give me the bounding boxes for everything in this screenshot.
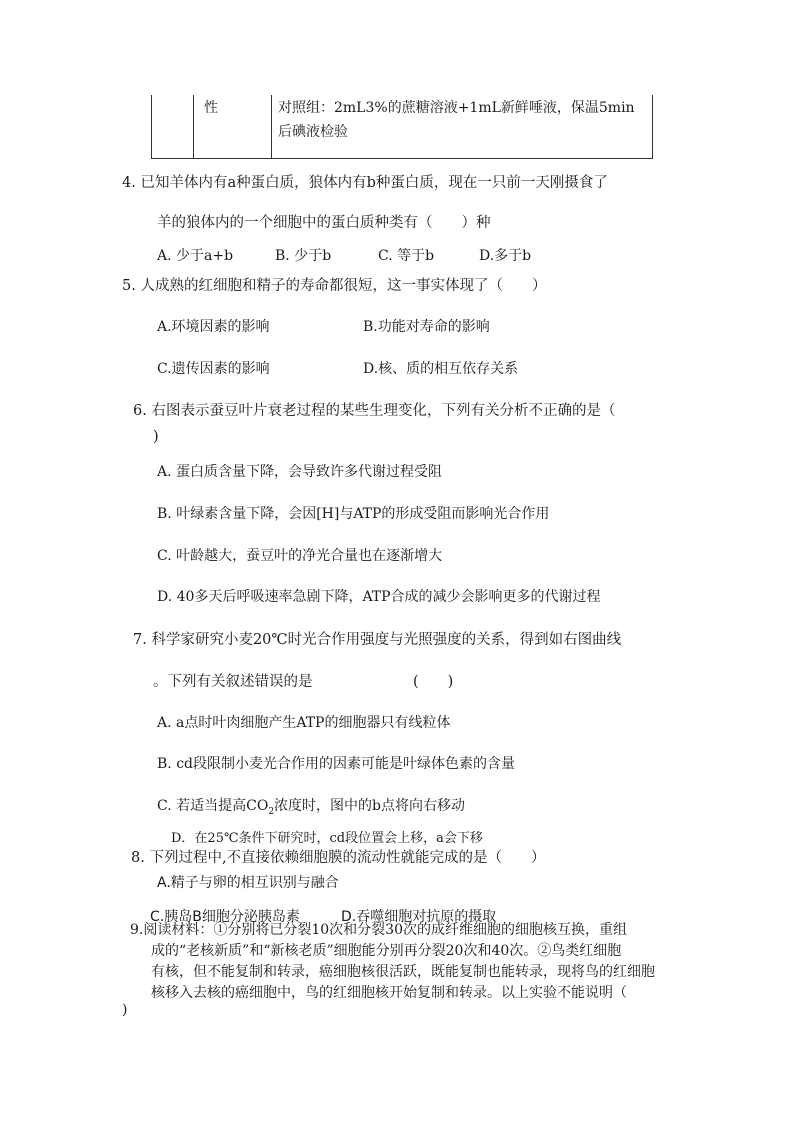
q6-stem-line1: 6. 右图表示蚕豆叶片衰老过程的某些生理变化，下列有关分析不正确的是（ [133, 403, 616, 419]
q6-option-a: A. 蛋白质含量下降，会导致许多代谢过程受阻 [157, 464, 443, 480]
q5-option-a: A.环境因素的影响 [157, 319, 270, 335]
q7-stem-line1: 7. 科学家研究小麦20℃时光合作用强度与光照强度的关系，得到如右图曲线 [133, 632, 622, 648]
q5-option-c: C.遗传因素的影响 [157, 361, 270, 377]
q7-option-b: B. cd段限制小麦光合作用的因素可能是叶绿体色素的含量 [157, 756, 515, 772]
q8-option-c: C.胰岛B细胞分泌胰岛素 [150, 909, 300, 925]
q7-option-a: A. a点时叶肉细胞产生ATP的细胞器只有线粒体 [157, 715, 451, 731]
q7-option-c-pre: C. 若适当提高CO [157, 798, 269, 814]
q7-option-c-subscript: 2 [268, 806, 275, 817]
q4-option-a: A. 少于a+b [157, 248, 234, 264]
q6-option-b: B. 叶绿素含量下降，会因[H]与ATP的形成受阻而影响光合作用 [157, 506, 550, 522]
table-divider [193, 95, 194, 158]
q7-answer-paren: ( ) [413, 674, 454, 690]
q9-line5: ) [122, 1002, 128, 1018]
q6-option-c: C. 叶龄越大，蚕豆叶的净光合量也在逐渐增大 [157, 548, 443, 564]
q4-stem-line2: 羊的狼体内的一个细胞中的蛋白质种类有（ ）种 [157, 215, 491, 231]
q6-stem-line2: ) [153, 429, 159, 445]
q5-stem: 5. 人成熟的红细胞和精子的寿命都很短，这一事实体现了（ ） [122, 278, 547, 294]
q4-option-b: B. 少于b [275, 248, 332, 264]
q7-option-c-post: 浓度时，图中的b点将向右移动 [274, 798, 466, 814]
q9-line4: 核移入去核的癌细胞中，鸟的红细胞核开始复制和转录。以上实验不能说明（ [151, 985, 627, 1001]
q6-option-d: D. 40多天后呼吸速率急剧下降，ATP合成的减少会影响更多的代谢过程 [157, 589, 601, 605]
q8-option-d: D.吞噬细胞对抗原的摄取 [341, 909, 497, 925]
q8-stem: 8. 下列过程中,不直接依赖细胞膜的流动性就能完成的是（ ） [131, 850, 546, 866]
table-cell-property: 性 [204, 100, 218, 116]
table-cell-control-line1: 对照组：2mL3%的蔗糖溶液+1mL新鲜唾液，保温5min [278, 100, 635, 116]
q5-option-b: B.功能对寿命的影响 [363, 319, 490, 335]
q8-option-a: A.精子与卵的相互识别与融合 [157, 875, 339, 891]
q9-line1: 9.阅读材料：①分别将已分裂10次和分裂30次的成纤维细胞的细胞核互换，重组 [130, 922, 627, 938]
table-cell-control-line2: 后碘液检验 [278, 124, 348, 140]
q7-option-c [157, 795, 465, 817]
q5-option-d: D.核、质的相互依存关系 [363, 361, 519, 377]
q4-stem-line1: 4. 已知羊体内有a种蛋白质，狼体内有b种蛋白质，现在一只前一天刚摄食了 [122, 175, 608, 191]
q7-option-d: D．在25℃条件下研究时，cd段位置会上移，a会下移 [171, 831, 483, 846]
experiment-table [151, 95, 653, 159]
q4-option-c: C. 等于b [378, 248, 435, 264]
q4-option-d: D.多于b [479, 248, 532, 264]
table-divider [271, 95, 272, 158]
q9-line2: 成的“老核新质”和“新核老质”细胞能分别再分裂20次和40次。②鸟类红细胞 [151, 943, 622, 959]
q7-stem-line2: 。下列有关叙述错误的是 [153, 674, 313, 690]
q9-line3: 有核，但不能复制和转录，癌细胞核很活跃，既能复制也能转录，现将鸟的红细胞 [151, 964, 655, 980]
